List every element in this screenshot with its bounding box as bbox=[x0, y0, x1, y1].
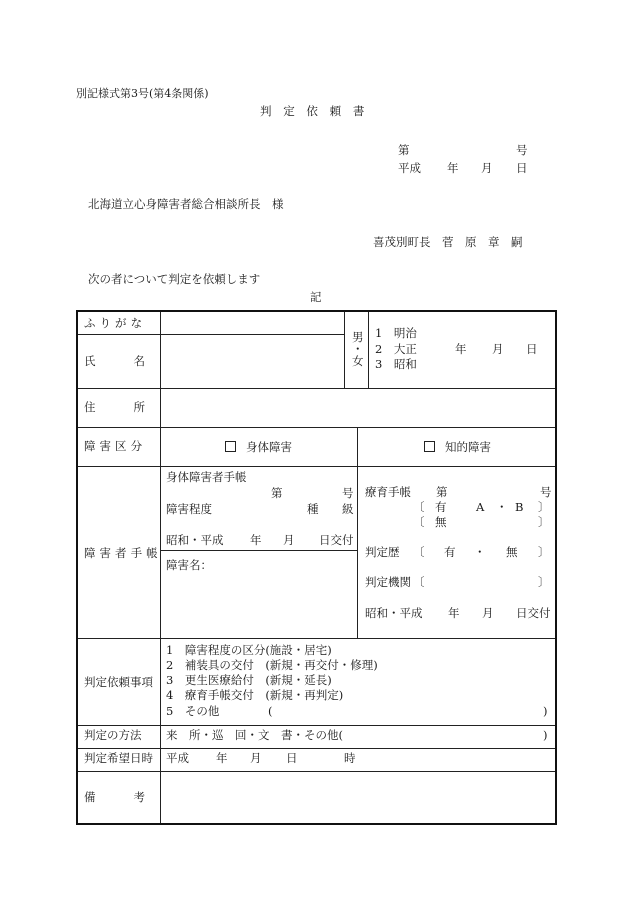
request-label: 判定依頼事項 bbox=[84, 675, 153, 689]
address-label-text: 住所 bbox=[84, 400, 183, 414]
ryoiku-dot: ・ bbox=[496, 500, 508, 514]
gender-dot: ・ bbox=[352, 342, 364, 356]
doc-number-suffix: 号 bbox=[516, 143, 528, 157]
history-bracket-open: 〔 bbox=[413, 545, 425, 559]
agency-input[interactable] bbox=[426, 574, 536, 590]
name-label-text: 氏名 bbox=[84, 354, 183, 368]
ryoiku-grade-b[interactable]: B bbox=[515, 500, 524, 514]
request-item-1[interactable]: 1 障害程度の区分(施設・居宅) bbox=[166, 643, 332, 657]
birth-month: 月 bbox=[492, 342, 504, 356]
ryoiku-has[interactable]: 有 bbox=[435, 500, 447, 514]
date-era: 平成 bbox=[398, 161, 421, 175]
form-number: 別記様式第3号(第4条関係) bbox=[76, 87, 209, 100]
method-value[interactable]: 来 所・巡 回・文 書・その他( bbox=[166, 728, 343, 742]
phys-book-month: 月 bbox=[283, 533, 295, 547]
desired-label: 判定希望日時 bbox=[84, 751, 153, 765]
birth-year: 年 bbox=[455, 342, 467, 356]
agency-bracket-close: 〕 bbox=[538, 575, 550, 589]
desired-day: 日 bbox=[286, 751, 298, 765]
ryoiku-no-suffix: 号 bbox=[540, 485, 552, 499]
history-has[interactable]: 有 bbox=[444, 545, 456, 559]
ryoiku-bracket-close-2: 〕 bbox=[538, 515, 550, 529]
phys-book-degree: 障害程度 bbox=[166, 502, 212, 516]
phys-book-grade: 級 bbox=[342, 502, 354, 516]
date-month: 月 bbox=[481, 161, 493, 175]
history-dot: ・ bbox=[474, 545, 486, 559]
birth-era-meiji[interactable]: 1 明治 bbox=[375, 326, 417, 340]
request-item-3[interactable]: 3 更生医療給付 (新規・延長) bbox=[166, 673, 332, 687]
desired-month: 月 bbox=[250, 751, 262, 765]
intellectual-checkbox[interactable] bbox=[424, 441, 435, 452]
name-input[interactable] bbox=[162, 336, 342, 386]
gender-male[interactable]: 男 bbox=[352, 330, 364, 344]
ryoiku-bracket-open-2: 〔 bbox=[413, 515, 425, 529]
birth-day: 日 bbox=[526, 342, 538, 356]
request-item-5[interactable]: 5 その他 bbox=[166, 704, 220, 718]
desired-hour: 時 bbox=[344, 751, 356, 765]
agency-bracket-open: 〔 bbox=[413, 575, 425, 589]
gender-female[interactable]: 女 bbox=[352, 354, 364, 368]
history-bracket-close: 〕 bbox=[538, 545, 550, 559]
furigana-input[interactable] bbox=[162, 313, 342, 333]
method-label: 判定の方法 bbox=[84, 728, 142, 742]
remarks-input[interactable] bbox=[162, 774, 552, 820]
date-day: 日 bbox=[516, 161, 528, 175]
ki-label: 記 bbox=[310, 290, 322, 304]
phys-book-issue: 日交付 bbox=[319, 533, 354, 547]
ryoiku-grade-a[interactable]: A bbox=[476, 500, 485, 514]
furigana-label: ふりがな bbox=[84, 316, 147, 330]
ryoiku-none[interactable]: 無 bbox=[435, 515, 447, 529]
physical-option[interactable] bbox=[225, 441, 292, 454]
ryoiku-bracket-close-1: 〕 bbox=[538, 500, 550, 514]
phys-book-disability-input[interactable] bbox=[218, 554, 353, 634]
request-other-open: ( bbox=[268, 704, 273, 718]
intro-text: 次の者について判定を依頼します bbox=[88, 272, 261, 286]
phys-book-no-prefix: 第 bbox=[271, 486, 283, 500]
history-none[interactable]: 無 bbox=[506, 545, 518, 559]
method-close: ) bbox=[543, 728, 548, 742]
ryoiku-title: 療育手帳 bbox=[365, 485, 411, 499]
recipient: 北海道立心身障害者総合相談所長 様 bbox=[88, 197, 284, 211]
category-label: 障害区分 bbox=[84, 439, 147, 453]
doc-number-prefix: 第 bbox=[398, 143, 410, 157]
phys-book-disability-name: 障害名： bbox=[166, 558, 212, 572]
physical-checkbox[interactable] bbox=[225, 441, 236, 452]
request-item-2[interactable]: 2 補装具の交付 (新規・再交付・修理) bbox=[166, 658, 378, 672]
document-title: 判 定 依 頼 書 bbox=[260, 104, 369, 118]
intellectual-label: 知的障害 bbox=[445, 440, 491, 454]
remarks-label-text: 備考 bbox=[84, 790, 183, 804]
desired-era: 平成 bbox=[166, 751, 189, 765]
phys-book-issue-era: 昭和・平成 bbox=[166, 533, 224, 547]
request-other-close: ) bbox=[543, 704, 548, 718]
agency-label: 判定機関 bbox=[365, 575, 411, 589]
address-input[interactable] bbox=[162, 390, 552, 425]
ryoiku-bracket-open-1: 〔 bbox=[413, 500, 425, 514]
sender: 喜茂別町長 菅 原 章 嗣 bbox=[373, 235, 523, 249]
birth-era-taisho[interactable]: 2 大正 bbox=[375, 342, 417, 356]
history-label: 判定歴 bbox=[365, 545, 400, 559]
ryoiku-issue: 日交付 bbox=[516, 606, 551, 620]
request-form-table bbox=[76, 310, 557, 825]
intellectual-option[interactable] bbox=[424, 441, 491, 454]
name-label bbox=[84, 354, 183, 368]
physical-label: 身体障害 bbox=[246, 440, 292, 454]
request-item-4[interactable]: 4 療育手帳交付 (新規・再判定) bbox=[166, 688, 344, 702]
desired-year: 年 bbox=[216, 751, 228, 765]
phys-book-type: 種 bbox=[307, 502, 319, 516]
date-year: 年 bbox=[447, 161, 459, 175]
ryoiku-month: 月 bbox=[482, 606, 494, 620]
phys-book-year: 年 bbox=[250, 533, 262, 547]
handbook-label: 障害者手帳 bbox=[84, 546, 162, 560]
request-other-input[interactable] bbox=[278, 703, 538, 719]
ryoiku-issue-era: 昭和・平成 bbox=[365, 606, 423, 620]
ryoiku-year: 年 bbox=[448, 606, 460, 620]
birth-era-showa[interactable]: 3 昭和 bbox=[375, 357, 417, 371]
phys-book-no-suffix: 号 bbox=[342, 486, 354, 500]
ryoiku-no-prefix: 第 bbox=[436, 485, 448, 499]
phys-book-title: 身体障害者手帳 bbox=[166, 470, 247, 484]
